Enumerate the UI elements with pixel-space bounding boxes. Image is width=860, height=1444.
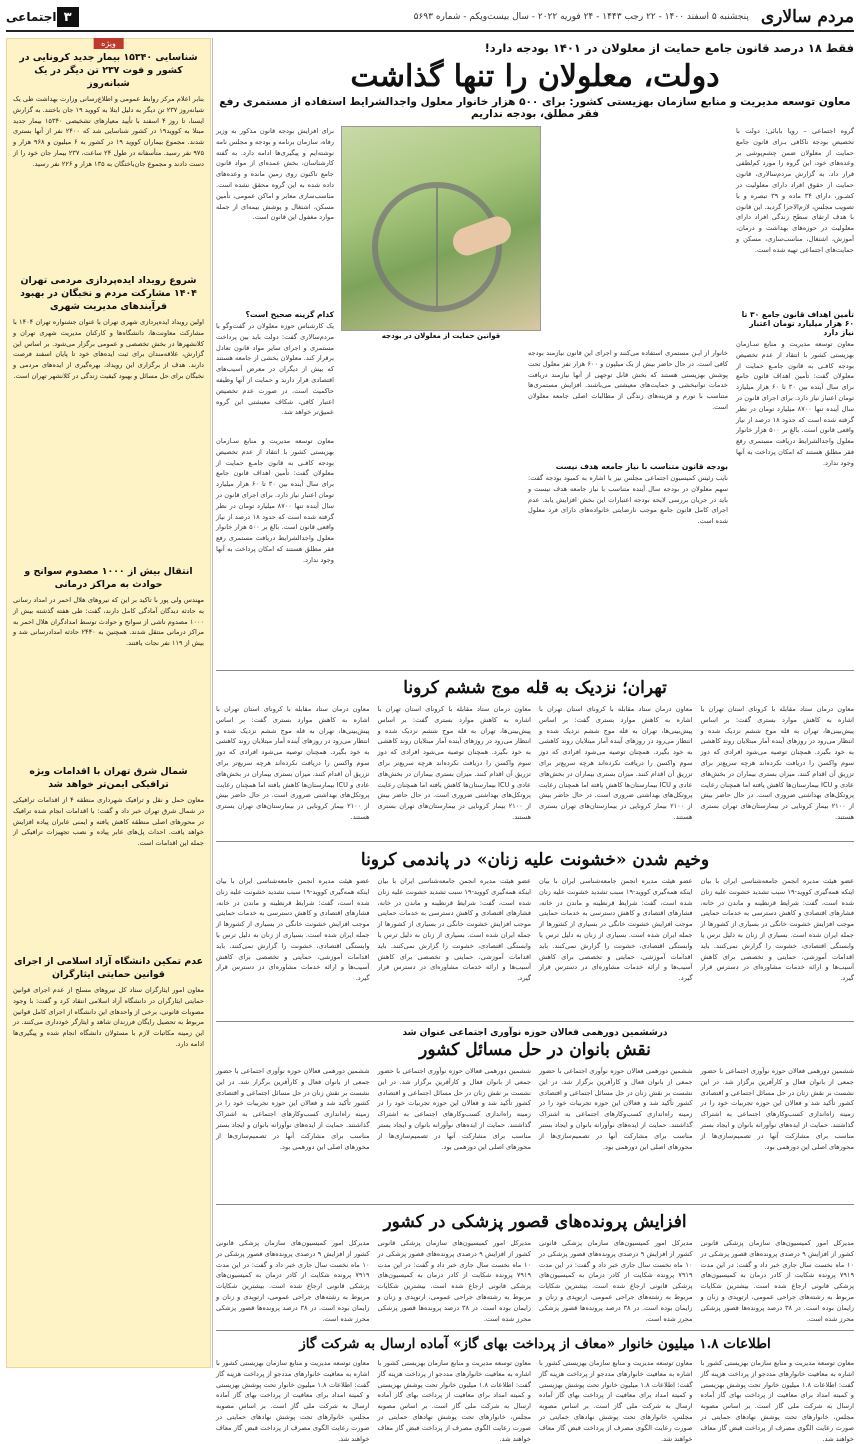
article-body: ششمین دورهمی فعالان حوزه نوآوری اجتماعی با حضور جمعی از بانوان فعال و کارآفرین برگزار شد. در این نشست بر نقش زنان در حل مسائل اجتماعی و اقتصادی کشور تأکید شد و فعالان این حوزه تجربیات خود را در زمینه راه‌اندازی کسب‌وکارهای اجتماعی به اشتراک گذاشتند. حمایت از ایده‌های نوآورانه بانوان و ایجاد بستر مناسب برای مشارکت آنها در تصمیم‌سازی‌ها از محورهای اصلی این دورهمی بود.: [700, 1067, 854, 1151]
divider: [216, 670, 854, 671]
sidebar-news-item: [13, 565, 204, 755]
article-columns: [216, 1358, 854, 1443]
article-columns: [216, 1066, 854, 1186]
main-content: [216, 38, 855, 1443]
lead-kicker: فقط ۱۸ درصد قانون جامع حمایت از معلولان در ۱۴۰۱ بودجه دارد!: [484, 41, 854, 55]
article-gas-exemption: [216, 1336, 854, 1443]
lead-column-middle: [528, 348, 728, 613]
article-body: ششمین دورهمی فعالان حوزه نوآوری اجتماعی با حضور جمعی از بانوان فعال و کارآفرین برگزار شد. در این نشست بر نقش زنان در حل مسائل اجتماعی و اقتصادی کشور تأکید شد و فعالان این حوزه تجربیات خود را در زمینه راه‌اندازی کسب‌وکارهای اجتماعی به اشتراک گذاشتند. حمایت از ایده‌های نوآورانه بانوان و ایجاد بستر مناسب برای مشارکت آنها در تصمیم‌سازی‌ها از محورهای اصلی این دورهمی بود.: [377, 1067, 531, 1151]
article-body: مدیرکل امور کمیسیون‌های سازمان پزشکی قانونی کشور از افزایش ۹ درصدی پرونده‌های قصور پزشکی در ۱۰ ماه نخست سال جاری خبر داد و گفت: در این مدت ۷۹۱۹ پرونده شکایت از کادر درمان به کمیسیون‌های پزشکی قانونی ارجاع شده است. بیشترین شکایات مربوط به رشته‌های جراحی عمومی، ارتوپدی و زنان و زایمان بوده است. در ۳۸ درصد پرونده‌ها قصور پزشکی محرز شده است.: [700, 1239, 854, 1323]
article-body: معاون درمان ستاد مقابله با کرونای استان تهران با اشاره به کاهش موارد بستری گفت: بر اساس پیش‌بینی‌ها، تهران به قله موج ششم نزدیک شده و انتظار می‌رود در روزهای آینده آمار مبتلایان روند کاهشی به خود بگیرد. همچنان توصیه می‌شود افرادی که دوز سوم واکسن را دریافت نکرده‌اند هرچه سریع‌تر برای تزریق آن اقدام کنند. میزان بستری بیماران در بخش‌های عادی و ICU بیمارستان‌ها کاهش یافته اما همچنان رعایت پروتکل‌های بهداشتی ضروری است. در حال حاضر بیش از ۲۱۰۰ بیمار کرونایی در بیمارستان‌های تهران بستری هستند.: [216, 705, 370, 821]
article-body: معاون درمان ستاد مقابله با کرونای استان تهران با اشاره به کاهش موارد بستری گفت: بر اساس پیش‌بینی‌ها، تهران به قله موج ششم نزدیک شده و انتظار می‌رود در روزهای آینده آمار مبتلایان روند کاهشی به خود بگیرد. همچنان توصیه می‌شود افرادی که دوز سوم واکسن را دریافت نکرده‌اند هرچه سریع‌تر برای تزریق آن اقدام کنند. میزان بستری بیماران در بخش‌های عادی و ICU بیمارستان‌ها کاهش یافته اما همچنان رعایت پروتکل‌های بهداشتی ضروری است. در حال حاضر بیش از ۲۱۰۰ بیمار کرونایی در بیمارستان‌های تهران بستری هستند.: [377, 705, 531, 821]
divider: [216, 1330, 854, 1331]
lead-subhead-middle: بودجه قانون متناسب با نیاز جامعه هدف نیست: [555, 462, 728, 471]
wheelchair-photo: [341, 126, 541, 331]
news-sidebar: [6, 38, 211, 1368]
sidebar-news-item: [13, 51, 204, 264]
section-badge: [6, 7, 84, 27]
lead-body-text-left-2: یک کارشناس حوزه معلولان در گفت‌وگو با مردم‌سالاری گفت: دولت باید بین پرداخت مستمری و اجرای سایر مواد قانون تعادل برقرار کند. معلولان بخشی از جامعه هستند که بیش از دیگران در معرض آسیب‌های اقتصادی قرار دارند و حمایت از آنها وظیفه حاکمیت است. در صورت عدم تخصیص اعتبار کافی، شکاف معیشتی این گروه عمیق‌تر خواهد شد.: [216, 322, 334, 417]
lead-body-text-middle: خانوار از ایـن مستمری استفاده می‌کنند و اجرای این قانون نیازمند بودجه کافی است. در حال حاضر بیش از یک میلیون و ۶۰۰ هزار نفر معلول تحت پوشش بهزیستی هستند که بخش قابل توجهی از آنها نیازمند دریافت خدمات توانبخشی و حمایت‌های معیشتی می‌باشند. افزایش مستمری‌ها متناسب با تورم و هزینه‌های زندگی از مطالبات اصلی جامعه معلولان است.: [528, 349, 729, 411]
article-body: معاون درمان ستاد مقابله با کرونای استان تهران با اشاره به کاهش موارد بستری گفت: بر اساس پیش‌بینی‌ها، تهران به قله موج ششم نزدیک شده و انتظار می‌رود در روزهای آینده آمار مبتلایان روند کاهشی به خود بگیرد. همچنان توصیه می‌شود افرادی که دوز سوم واکسن را دریافت نکرده‌اند هرچه سریع‌تر برای تزریق آن اقدام کنند. میزان بستری بیماران در بخش‌های عادی و ICU بیمارستان‌ها کاهش یافته اما همچنان رعایت پروتکل‌های بهداشتی ضروری است. در حال حاضر بیش از ۲۱۰۰ بیمار کرونایی در بیمارستان‌های تهران بستری هستند.: [700, 705, 854, 821]
sidebar-news-item: [13, 765, 204, 945]
article-body: عضو هیئت مدیره انجمن جامعه‌شناسی ایران با بیان اینکه همه‌گیری کووید-۱۹ سبب تشدید خشونت علیه زنان شده است، گفت: شرایط قرنطینه و ماندن در خانه، فشارهای اقتصادی و کاهش دسترسی به خدمات حمایتی موجب افزایش خشونت خانگی در بسیاری از کشورها از جمله ایران شده است. بسیاری از زنان به دلیل ترس یا وابستگی اقتصادی، خشونت را گزارش نمی‌کنند. باید اقدامات آموزشی، حمایتی و تخصصی برای کاهش آسیب‌ها و ارائه خدمات مشاوره‌ای در دسترس قرار گیرد.: [216, 877, 370, 983]
article-columns: [216, 876, 854, 1026]
divider: [216, 1021, 854, 1022]
lead-body-text-right: معاون توسعه مدیریت و منابع سـازمان بهزیستی کشور با انتقاد از عدم تخصیص بودجه کافـی به قانون جامـع حمایت از معلولان گفت: تأمین اهداف قانون جامع برای سال آینده بین ۳۰ تا ۶۰ هزار میلیارد تومان اعتبار نیاز دارد. برای اجرای قانون در سال آینده تنها ۸۷۰۰ میلیارد تومان در نظر گرفته شده است که حدود ۱۸ درصد از نیاز واقعی قانون است. بالغ بر ۵۰۰ هزار خانوار معلول واجدالشرایط دریافت مستمری رفع فقر مطلق هستند که امکان پرداخت به آنها وجود ندارد.: [736, 340, 854, 467]
article-body: مدیرکل امور کمیسیون‌های سازمان پزشکی قانونی کشور از افزایش ۹ درصدی پرونده‌های قصور پزشکی در ۱۰ ماه نخست سال جاری خبر داد و گفت: در این مدت ۷۹۱۹ پرونده شکایت از کادر درمان به کمیسیون‌های پزشکی قانونی ارجاع شده است. بیشترین شکایات مربوط به رشته‌های جراحی عمومی، ارتوپدی و زنان و زایمان بوده است. در ۳۸ درصد پرونده‌ها قصور پزشکی محرز شده است.: [377, 1239, 531, 1323]
article-title: اطلاعات ۱.۸ میلیون خانوار «معاف از پرداخت بهای گاز» آماده ارسال به شرکت گاز: [299, 1336, 771, 1352]
column-divider: [212, 38, 213, 1368]
sidebar-item-body: مهندس ولی پور با تاکید بر این که نیروهای هلال احمر در امداد رسانی به حادثه دیدگان آمادگی کامل دارند، گفت: طی هفته گذشته بیش از ۱۰۰۰ مصدوم ناشی از سوانح و حوادث توسط امدادگران هلال احمر به مراکز درمانی منتقل شدند. همچنین به ۲۴۴۰ حادثه امدادرسانی شد و بیش از ۱۱۹ نفر نجات یافتند.: [13, 596, 205, 648]
article-title: افزایش پرونده‌های قصور پزشکی در کشور: [383, 1212, 687, 1232]
lead-intro-text: گروه اجتماعی – رویا بابائی: دولت با تخصیص بودجه ناکافی بـرای قانون جامع حمایت از معلولان ضمن چشم‌پوشی بر وعده‌های خود، این گروه را مورد کم‌لطفی قرار داد. به گزارش مردم‌سالاری، قانون حمایت از حقوق افراد دارای معلولیت در کشـور، دارای ۳۴ ماده و ۳۹ تبصره و با تصویب مجلس، لازم‌الاجرا گردید. این قانون با هدف ارتقای سطح زندگی افراد دارای معلولیت در حوزه‌های بهداشت و درمان، آموزش، اشتغال، مناسب‌سازی، مسکن و حمایت‌های اجتماعی تهیه شده است.: [736, 127, 855, 254]
sidebar-item-body: اولین رویداد ایده‌پردازی شهری تهران با عنوان جشنواره تهران ۱۴۰۴ با مشارکت معاونت‌ها، دانشگاه‌ها و کارکنان مدیریت شهری تهران و کلانشهرها در بخش تخصصی و عمومی برگزار می‌شود. بر اساس این گزارش، علاقه‌مندان برای ثبت ایده‌های خود تا پایان اسفند فرصت دارند. هدف از برگزاری این رویداد، بهره‌گیری از ایده‌های مردمی و نخبگان برای حل مسائل و بهبود کیفیت زندگی در کلانشهر تهران است.: [13, 318, 204, 380]
lead-subhead-right: تأمین اهداف قانون جامع ۳۰ تا ۶۰ هزار میلیارد تومان اعتبار نیاز دارد: [741, 310, 854, 337]
divider: [216, 841, 854, 842]
article-body: ششمین دورهمی فعالان حوزه نوآوری اجتماعی با حضور جمعی از بانوان فعال و کارآفرین برگزار شد. در این نشست بر نقش زنان در حل مسائل اجتماعی و اقتصادی کشور تأکید شد و فعالان این حوزه تجربیات خود را در زمینه راه‌اندازی کسب‌وکارهای اجتماعی به اشتراک گذاشتند. حمایت از ایده‌های نوآورانه بانوان و ایجاد بستر مناسب برای مشارکت آنها در تصمیم‌سازی‌ها از محورهای اصلی این دورهمی بود.: [539, 1067, 693, 1151]
sidebar-item-title: انتقال بیش از ۱۰۰۰ مصدوم سوانح و حوادث به مراکز درمانی: [24, 566, 193, 590]
article-columns: [216, 1238, 854, 1324]
article-body: معاون توسعه مدیریت و منابع سازمان بهزیستی کشور با اشاره به معافیت خانوارهای مددجو از پرداخت هزینه گاز گفت: اطلاعات ۱.۸ میلیون خانوار تحت پوشش بهزیستی و کمیته امداد برای معافیت از پرداخت بهای گاز آماده ارسال به شرکت ملی گاز است. بر اساس مصوبه مجلس، خانوارهای تحت پوشش نهادهای حمایتی در صورت رعایت الگوی مصرف از پرداخت قبض گاز معاف خواهند شد.: [700, 1359, 854, 1443]
sidebar-label: ویژه: [93, 38, 124, 49]
sidebar-item-body: بنابر اعلام مرکز روابط عمومی و اطلاع‌رسانی وزارت بهداشت طی یک شبانه‌روز ۲۳۷ تن دیگر به دلیل ابتلا به کووید ۱۹ جان باختند. به گزارش ایسنا، تا روز ۴ اسفند با تأیید معیارهای تشخیصی ۱۵۳۴۰ بیمار جدید مبتلا به کووید۱۹ در کشور شناسایی شد که ۲۴۰۰ نفر از آنها بستری شدند. مجموع بیماران کووید ۱۹ در کشور به ۶ میلیون و ۹۶۸ هزار و ۹۷۵ نفر رسید. متأسفانه در طول ۲۴ ساعت، ۲۳۷ بیمار جان خود را از دست دادند و مجموع جان‌باختگان به ۱۳۵ هزار و ۲۲۶ نفر رسید.: [13, 95, 204, 168]
article-body: معاون توسعه مدیریت و منابع سازمان بهزیستی کشور با اشاره به معافیت خانوارهای مددجو از پرداخت هزینه گاز گفت: اطلاعات ۱.۸ میلیون خانوار تحت پوشش بهزیستی و کمیته امداد برای معافیت از پرداخت بهای گاز آماده ارسال به شرکت ملی گاز است. بر اساس مصوبه مجلس، خانوارهای تحت پوشش نهادهای حمایتی در صورت رعایت الگوی مصرف از پرداخت قبض گاز معاف خواهند شد.: [539, 1359, 693, 1443]
article-body: ششمین دورهمی فعالان حوزه نوآوری اجتماعی با حضور جمعی از بانوان فعال و کارآفرین برگزار شد. در این نشست بر نقش زنان در حل مسائل اجتماعی و اقتصادی کشور تأکید شد و فعالان این حوزه تجربیات خود را در زمینه راه‌اندازی کسب‌وکارهای اجتماعی به اشتراک گذاشتند. حمایت از ایده‌های نوآورانه بانوان و ایجاد بستر مناسب برای مشارکت آنها در تصمیم‌سازی‌ها از محورهای اصلی این دورهمی بود.: [216, 1067, 370, 1151]
article-columns: [216, 704, 854, 844]
sidebar-item-title: شناسایی ۱۵۳۴۰ بیمار جدید کرونایی در کشور و فوت ۲۳۷ تن دیگر در یک شبانه‌روز: [19, 52, 198, 89]
divider: [216, 1204, 854, 1205]
lead-body-text-middle-2: نایب رئیس کمیسیون اجتماعی مجلس نیز با اشاره به کمبود بودجه گفت: سهم معلولان در بودجه سال آینده متناسب با نیاز جامعه هدف نیست و باید در جریان بررسی لایحه بودجه اعتبارات این بخش افزایش یابد. عدم اجرای کامل قانون جامع موجب نارضایتی خانواده‌های دارای فرد معلول شده است.: [528, 474, 728, 526]
sidebar-news-item: [13, 274, 204, 555]
article-body: معاون توسعه مدیریت و منابع سازمان بهزیستی کشور با اشاره به معافیت خانوارهای مددجو از پرداخت هزینه گاز گفت: اطلاعات ۱.۸ میلیون خانوار تحت پوشش بهزیستی و کمیته امداد برای معافیت از پرداخت بهای گاز آماده ارسال به شرکت ملی گاز است. بر اساس مصوبه مجلس، خانوارهای تحت پوشش نهادهای حمایتی در صورت رعایت الگوی مصرف از پرداخت قبض گاز معاف خواهند شد.: [216, 1359, 370, 1443]
sidebar-item-title: شمال شرق تهران با اقدامات ویژه ترافیکی ایمن‌تر خواهد شد: [29, 766, 188, 790]
article-violence-women: [216, 850, 854, 1026]
dateline: پنجشنبه ۵ اسفند ۱۴۰۰ - ۲۲ رجب ۱۴۴۳ - ۲۴ فوریه ۲۰۲۲ - سال بیست‌و‌یکم - شماره ۵۶۹۳: [413, 12, 749, 22]
article-medical-malpractice: [216, 1212, 854, 1324]
article-title: وخیم شدن «خشونت علیه زنان» در پاندمی کرونا: [360, 850, 710, 870]
lead-body-text-left: برای افزایش بودجه قانون مذکور به وزیر رفاه، سازمان برنامه و بودجه و مجلس نامه نوشته‌ایم و پیگیری‌ها ادامه دارد. به گفته کارشناسان، بخش عمده‌ای از مواد قانون جامع تاکنون روی زمین مانده و وعده‌های داده شده به این گروه محقق نشده است. مناسب‌سازی معابر و اماکن عمومی، تأمین مسکن، اشتغال و پوشش بیمه‌ای از جمله موارد مغفول این قانون است.: [216, 127, 334, 222]
lead-column-right: [736, 126, 854, 649]
article-body: عضو هیئت مدیره انجمن جامعه‌شناسی ایران با بیان اینکه همه‌گیری کووید-۱۹ سبب تشدید خشونت علیه زنان شده است، گفت: شرایط قرنطینه و ماندن در خانه، فشارهای اقتصادی و کاهش دسترسی به خدمات حمایتی موجب افزایش خشونت خانگی در بسیاری از کشورها از جمله ایران شده است. بسیاری از زنان به دلیل ترس یا وابستگی اقتصادی، خشونت را گزارش نمی‌کنند. باید اقدامات آموزشی، حمایتی و تخصصی برای کاهش آسیب‌ها و ارائه خدمات مشاوره‌ای در دسترس قرار گیرد.: [539, 877, 693, 983]
lead-title: دولت، معلولان را تنها گذاشت: [350, 59, 720, 94]
article-covid-tehran: [216, 678, 854, 844]
sidebar-item-title: شروع رویداد ایده‌پردازی مردمی تهران ۱۴۰۴ مشارکت مردم و نخبگان در بهبود فرآیندهای مدیریت شهری: [20, 275, 197, 312]
lead-column-left: [216, 126, 334, 417]
page-number: ۳: [57, 7, 79, 27]
article-title: تهران؛ نزدیک به قله موج ششم کرونا: [403, 678, 667, 698]
article-title: نقش بانوان در حل مسائل کشور: [419, 1040, 651, 1060]
lead-body-text-left-3: معاون توسعه مدیریت و منابع سـازمان بهزیستی کشور با انتقاد از عدم تخصیص بودجه کافـی به قانون جامـع حمایت از معلولان گفت: تأمین اهداف قانون جامع برای سال آینده بین ۳۰ تا ۶۰ هزار میلیارد تومان اعتبار نیاز دارد. برای اجرای قانون در سال آینده تنها ۸۷۰۰ میلیارد تومان در نظر گرفته شده است که حدود ۱۸ درصد از نیاز واقعی قانون است. بالغ بر ۵۰۰ هزار خانوار معلول واجدالشرایط دریافت مستمری رفع فقر مطلق هستند که امکان پرداخت به آنها وجود ندارد.: [216, 437, 334, 564]
sidebar-item-body: معاون امور ایثارگران ستاد کل نیروهای مسلح از عدم اجرای قوانین حمایتی ایثارگران در دانشگاه آزاد اسلامی انتقاد کرد و گفت: با وجود مصوبات قانونی، برخی از واحدهای این دانشگاه از اجرای کامل قوانین مربوط به تحصیل رایگان فرزندان شاهد و ایثارگر خودداری می‌کنند. در این زمینه مکاتبات لازم با مسئولان دانشگاه انجام شده و پیگیری‌ها ادامه دارد.: [13, 986, 204, 1048]
article-body: عضو هیئت مدیره انجمن جامعه‌شناسی ایران با بیان اینکه همه‌گیری کووید-۱۹ سبب تشدید خشونت علیه زنان شده است، گفت: شرایط قرنطینه و ماندن در خانه، فشارهای اقتصادی و کاهش دسترسی به خدمات حمایتی موجب افزایش خشونت خانگی در بسیاری از کشورها از جمله ایران شده است. بسیاری از زنان به دلیل ترس یا وابستگی اقتصادی، خشونت را گزارش نمی‌کنند. باید اقدامات آموزشی، حمایتی و تخصصی برای کاهش آسیب‌ها و ارائه خدمات مشاوره‌ای در دسترس قرار گیرد.: [700, 877, 854, 983]
sidebar-item-body: معاون حمل و نقل و ترافیک شهرداری منطقه ۴ از اقدامات ترافیکی در شمال شرق تهران خبر داد و گفت: با اقدامات انجام شده ترافیک در محورهای اصلی منطقه کاهش یافته و ایمنی عابران پیاده افزایش خواهد یافت. احداث پل‌های عابر پیاده و نصب تجهیزات ترافیکی از جمله این اقدامات است.: [13, 796, 204, 848]
lead-body: [216, 126, 854, 656]
newspaper-logo: مردم سالاری: [760, 7, 854, 27]
article-women-innovation: [216, 1028, 854, 1186]
article-body: معاون توسعه مدیریت و منابع سازمان بهزیستی کشور با اشاره به معافیت خانوارهای مددجو از پرداخت هزینه گاز گفت: اطلاعات ۱.۸ میلیون خانوار تحت پوشش بهزیستی و کمیته امداد برای معافیت از پرداخت بهای گاز آماده ارسال به شرکت ملی گاز است. بر اساس مصوبه مجلس، خانوارهای تحت پوشش نهادهای حمایتی در صورت رعایت الگوی مصرف از پرداخت قبض گاز معاف خواهند شد.: [377, 1359, 531, 1443]
lead-subhead-left: کدام گزینه صحیح است؟: [245, 310, 334, 319]
sidebar-item-title: عدم تمکین دانشگاه آزاد اسلامی از اجرای قوانین حمایتی ایثارگران: [13, 956, 204, 980]
article-body: عضو هیئت مدیره انجمن جامعه‌شناسی ایران با بیان اینکه همه‌گیری کووید-۱۹ سبب تشدید خشونت علیه زنان شده است، گفت: شرایط قرنطینه و ماندن در خانه، فشارهای اقتصادی و کاهش دسترسی به خدمات حمایتی موجب افزایش خشونت خانگی در بسیاری از کشورها از جمله ایران شده است. بسیاری از زنان به دلیل ترس یا وابستگی اقتصادی، خشونت را گزارش نمی‌کنند. باید اقدامات آموزشی، حمایتی و تخصصی برای کاهش آسیب‌ها و ارائه خدمات مشاوره‌ای در دسترس قرار گیرد.: [377, 877, 531, 983]
lead-article: [216, 41, 854, 656]
article-body: معاون درمان ستاد مقابله با کرونای استان تهران با اشاره به کاهش موارد بستری گفت: بر اساس پیش‌بینی‌ها، تهران به قله موج ششم نزدیک شده و انتظار می‌رود در روزهای آینده آمار مبتلایان روند کاهشی به خود بگیرد. همچنان توصیه می‌شود افرادی که دوز سوم واکسن را دریافت نکرده‌اند هرچه سریع‌تر برای تزریق آن اقدام کنند. میزان بستری بیماران در بخش‌های عادی و ICU بیمارستان‌ها کاهش یافته اما همچنان رعایت پروتکل‌های بهداشتی ضروری است. در حال حاضر بیش از ۲۱۰۰ بیمار کرونایی در بیمارستان‌های تهران بستری هستند.: [539, 705, 693, 821]
lead-column-left-lower: [216, 436, 334, 646]
sidebar-news-item: [13, 955, 204, 1235]
section-name: اجتماعی: [6, 10, 57, 24]
lead-subtitle: معاون توسعه مدیریت و منابع سازمان بهزیستی کشور: برای ۵۰۰ هزار خانوار معلول واجدالشرایط استفاده از مستمری رفع فقر مطلق، بودجه نداریم: [219, 96, 851, 120]
article-body: مدیرکل امور کمیسیون‌های سازمان پزشکی قانونی کشور از افزایش ۹ درصدی پرونده‌های قصور پزشکی در ۱۰ ماه نخست سال جاری خبر داد و گفت: در این مدت ۷۹۱۹ پرونده شکایت از کادر درمان به کمیسیون‌های پزشکی قانونی ارجاع شده است. بیشترین شکایات مربوط به رشته‌های جراحی عمومی، ارتوپدی و زنان و زایمان بوده است. در ۳۸ درصد پرونده‌ها قصور پزشکی محرز شده است.: [216, 1239, 370, 1323]
article-body: مدیرکل امور کمیسیون‌های سازمان پزشکی قانونی کشور از افزایش ۹ درصدی پرونده‌های قصور پزشکی در ۱۰ ماه نخست سال جاری خبر داد و گفت: در این مدت ۷۹۱۹ پرونده شکایت از کادر درمان به کمیسیون‌های پزشکی قانونی ارجاع شده است. بیشترین شکایات مربوط به رشته‌های جراحی عمومی، ارتوپدی و زنان و زایمان بوده است. در ۳۸ درصد پرونده‌ها قصور پزشکی محرز شده است.: [539, 1239, 693, 1323]
article-kicker: درششمین دورهمی فعالان حوزه نوآوری اجتماعی عنوان شد: [402, 1028, 668, 1038]
masthead: [6, 4, 854, 32]
photo-caption: قوانین حمایت از معلولان در بودجه: [381, 332, 501, 340]
